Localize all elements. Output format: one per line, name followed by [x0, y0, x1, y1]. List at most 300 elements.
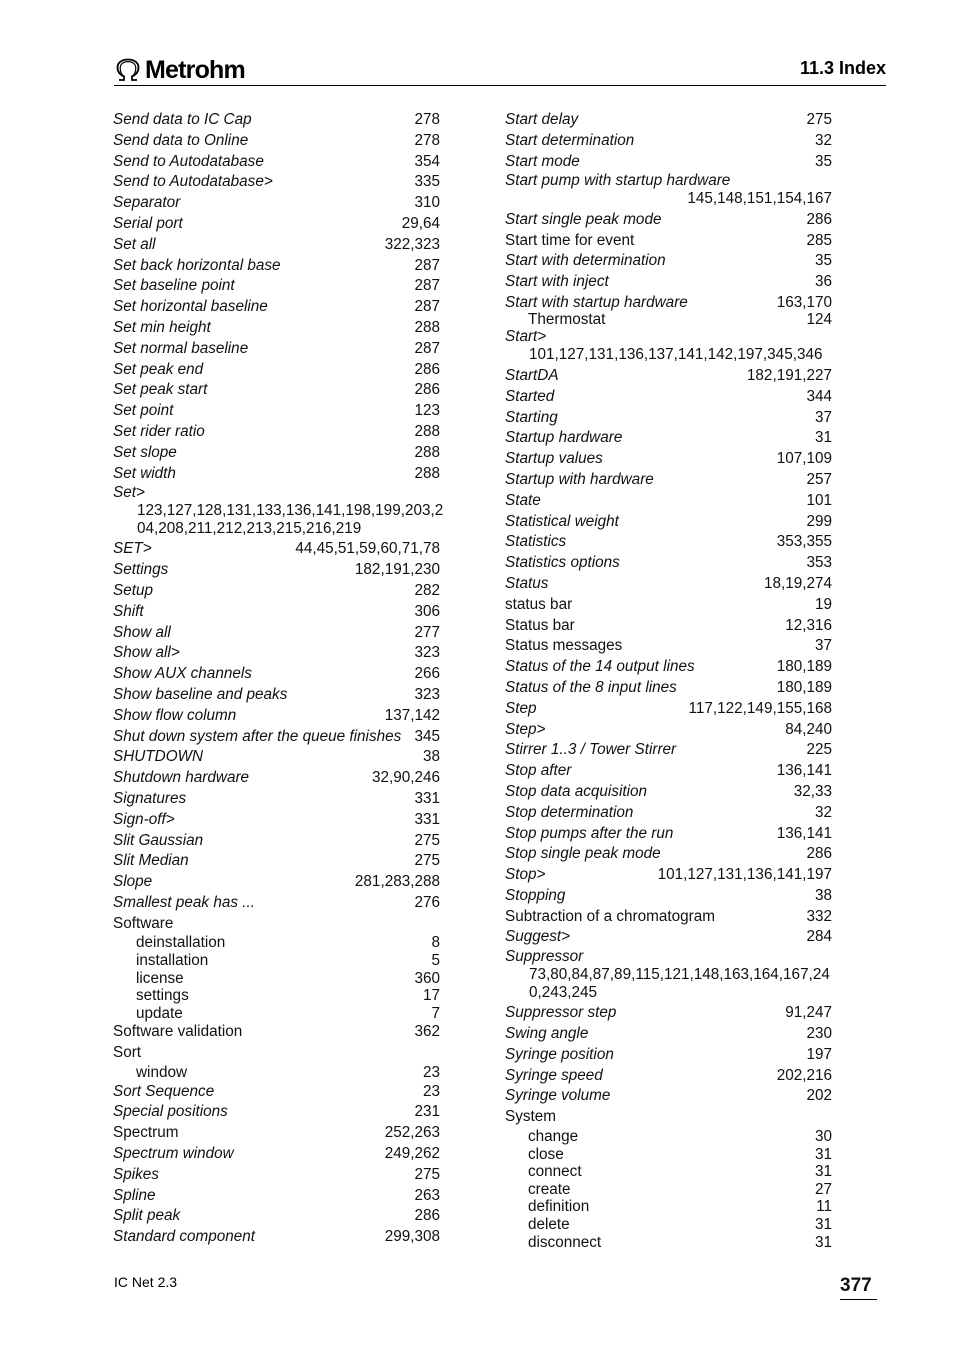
logo-text: Metrohm: [145, 55, 245, 84]
index-term: Set all: [113, 235, 156, 253]
index-entry: [113, 1186, 440, 1207]
index-term: Set back horizontal base: [113, 256, 281, 274]
index-entry: [505, 803, 832, 824]
index-term: Setup: [113, 581, 153, 599]
index-pages: 29,64: [401, 214, 440, 232]
index-entry: [505, 699, 832, 720]
index-entry: [113, 1022, 440, 1043]
index-term: Syringe volume: [505, 1087, 611, 1105]
index-subterm: license: [136, 969, 184, 987]
index-entry: [505, 532, 832, 553]
index-pages: 32: [814, 803, 832, 821]
index-term: Show baseline and peaks: [113, 685, 288, 703]
index-pages: 331: [414, 810, 440, 828]
index-entry: [113, 422, 440, 443]
page-number: 377: [840, 1275, 872, 1296]
index-entry: [113, 539, 440, 560]
index-term: Split peak: [113, 1207, 181, 1225]
index-term: Set baseline point: [113, 277, 235, 295]
index-term: Status messages: [505, 637, 623, 655]
index-pages: 306: [414, 602, 440, 620]
metrohm-logo: [114, 55, 245, 85]
index-pages: 36: [814, 273, 832, 291]
index-entry: [505, 152, 832, 173]
index-pages: 137,142: [384, 706, 440, 724]
index-pages: 344: [806, 387, 832, 405]
index-pages: 263: [414, 1186, 440, 1204]
index-entry: [113, 1227, 440, 1248]
index-subentry: [505, 1146, 832, 1164]
index-term: Separator: [113, 194, 181, 212]
index-term: Send to Autodatabase: [113, 152, 264, 170]
index-term: Suppressor: [505, 948, 584, 966]
index-subpages: 8: [431, 934, 440, 952]
index-term: Spectrum window: [113, 1145, 234, 1163]
index-term: Set peak start: [113, 381, 208, 399]
index-pages: 323: [414, 685, 440, 703]
index-entry: [113, 747, 440, 768]
index-subentry: [113, 987, 440, 1005]
index-pages: 35: [814, 152, 832, 170]
index-subpages: 17: [422, 987, 440, 1005]
index-term: Smallest peak has ...: [113, 893, 255, 911]
index-entry: [505, 616, 832, 637]
index-term: Status of the 8 input lines: [505, 678, 677, 696]
index-pages: 35: [814, 252, 832, 270]
index-pages: 38: [814, 886, 832, 904]
index-subentry: [113, 970, 440, 988]
index-entry: [505, 110, 832, 131]
index-term: State: [505, 491, 541, 509]
index-term: Spectrum: [113, 1124, 179, 1142]
index-entry: [113, 297, 440, 318]
index-subterm: update: [136, 1004, 183, 1022]
index-term: SET>: [113, 540, 152, 558]
index-pages: 163,170: [776, 294, 832, 312]
index-pages: 322,323: [384, 235, 440, 253]
index-term: Status of the 14 output lines: [505, 658, 695, 676]
index-subterm: connect: [528, 1163, 582, 1181]
index-term: Sort Sequence: [113, 1082, 215, 1100]
index-pages: 288: [414, 443, 440, 461]
index-entry: [113, 360, 440, 381]
index-entry: [113, 643, 440, 664]
index-entry: [113, 339, 440, 360]
index-pages: 18,19,274: [763, 574, 832, 592]
index-entry: [113, 256, 440, 277]
index-pages: 310: [414, 194, 440, 212]
index-pages: 299: [806, 512, 832, 530]
index-entry: [113, 914, 440, 935]
index-pages: 32: [814, 131, 832, 149]
index-entry: [113, 727, 440, 748]
index-pages: 32,33: [793, 782, 832, 800]
index-pages: 278: [414, 131, 440, 149]
index-subpages: 11: [816, 1198, 832, 1216]
index-pages: 354: [414, 152, 440, 170]
index-entry: [113, 893, 440, 914]
index-entry: [113, 706, 440, 727]
index-entry: [505, 449, 832, 470]
index-pages: 277: [414, 623, 440, 641]
index-pages: 278: [414, 111, 440, 128]
index-entry: [505, 720, 832, 741]
index-entry: [113, 1165, 440, 1186]
index-entry: [505, 574, 832, 595]
index-entry: [505, 948, 832, 1003]
index-pages: 286: [414, 1207, 440, 1225]
index-term: Start with inject: [505, 273, 609, 291]
index-entry: [113, 1082, 440, 1103]
index-pages: 252,263: [384, 1124, 440, 1142]
index-term: Settings: [113, 561, 169, 579]
index-term: Serial port: [113, 214, 183, 232]
index-term: Stop>: [505, 866, 546, 884]
index-term: Slit Gaussian: [113, 831, 204, 849]
index-entry: [113, 152, 440, 173]
index-entry: [505, 512, 832, 533]
index-entry: [505, 366, 832, 387]
index-term: Syringe speed: [505, 1066, 603, 1084]
index-term: StartDA: [505, 366, 559, 384]
index-subpages: 31: [814, 1145, 832, 1163]
index-pages: 23: [422, 1082, 440, 1100]
index-term: Set rider ratio: [113, 422, 205, 440]
index-term: Suppressor step: [505, 1004, 617, 1022]
index-term: Shutdown hardware: [113, 769, 250, 787]
index-subterm: close: [528, 1145, 564, 1163]
page-number-rule: [840, 1299, 877, 1300]
index-term: Shut down system after the queue finishes: [113, 727, 402, 745]
index-pages: 288: [414, 464, 440, 482]
index-entry: [113, 602, 440, 623]
index-entry: [113, 131, 440, 152]
index-term: Slope: [113, 873, 153, 891]
index-pages: 225: [806, 741, 832, 759]
index-entry: [505, 636, 832, 657]
index-pages: 182,191,230: [354, 561, 440, 579]
index-entry: [505, 251, 832, 272]
index-term: Spikes: [113, 1165, 159, 1183]
index-entry: [505, 824, 832, 845]
index-entry: [113, 789, 440, 810]
index-pages: 275: [414, 1165, 440, 1183]
index-pages: 202: [806, 1087, 832, 1105]
index-pages: 286: [806, 210, 832, 228]
index-subpages: 23: [422, 1064, 440, 1082]
index-entry: [505, 408, 832, 429]
index-term: Statistical weight: [505, 512, 619, 530]
index-term: Set point: [113, 402, 174, 420]
index-term: Stop after: [505, 762, 572, 780]
index-pages: 299,308: [384, 1228, 440, 1246]
index-subentry: [505, 1234, 832, 1252]
index-term: Start determination: [505, 131, 635, 149]
index-entry: [505, 428, 832, 449]
index-pages: 362: [414, 1023, 440, 1041]
index-term: Started: [505, 387, 555, 405]
index-pages: 286: [414, 381, 440, 399]
index-term: Software validation: [113, 1023, 243, 1041]
index-entry: [505, 272, 832, 293]
index-pages: 73,80,84,87,89,115,121,148,163,164,167,240,243,245: [529, 966, 830, 1001]
index-term: Set min height: [113, 318, 211, 336]
index-term: Show all: [113, 623, 171, 641]
index-subpages: 5: [431, 952, 440, 970]
index-pages: 180,189: [776, 678, 832, 696]
index-pages: 249,262: [384, 1145, 440, 1163]
header-rule: [114, 85, 886, 86]
index-subterm: settings: [136, 987, 189, 1005]
index-entry: [113, 318, 440, 339]
index-pages: 38: [422, 748, 440, 766]
index-pages: 123: [414, 402, 440, 420]
index-entry: [113, 401, 440, 422]
index-entry: [113, 276, 440, 297]
index-term: Startup with hardware: [505, 470, 654, 488]
index-pages: 91,247: [785, 1004, 832, 1022]
index-term: Startup values: [505, 450, 603, 468]
index-term: Subtraction of a chromatogram: [505, 907, 716, 925]
index-subentry: [505, 1198, 832, 1216]
index-subpages: 360: [414, 969, 440, 987]
index-pages: 284: [806, 928, 832, 946]
index-term: Sign-off>: [113, 810, 175, 828]
index-entry: [113, 623, 440, 644]
index-pages: 287: [414, 256, 440, 274]
index-pages: 287: [414, 339, 440, 357]
index-term: Start mode: [505, 152, 580, 170]
index-pages: 136,141: [776, 762, 832, 780]
index-column-right: [505, 110, 832, 1251]
index-pages: 286: [414, 360, 440, 378]
index-pages: 101,127,131,136,141,197: [657, 866, 832, 884]
index-term: Set width: [113, 464, 176, 482]
index-entry: [113, 443, 440, 464]
index-subentry: [505, 1128, 832, 1146]
index-pages: 323: [414, 644, 440, 662]
index-entry: [505, 1045, 832, 1066]
index-term: Start delay: [505, 111, 579, 128]
index-entry: [113, 110, 440, 131]
index-pages: 286: [806, 845, 832, 863]
index-entry: [505, 657, 832, 678]
index-entry: [505, 678, 832, 699]
index-term: Step>: [505, 720, 546, 738]
index-term: Show AUX channels: [113, 665, 252, 683]
index-term: Sort: [113, 1044, 142, 1062]
index-pages: 101,127,131,136,137,141,142,197,345,346: [529, 346, 823, 364]
index-subpages: 30: [814, 1128, 832, 1146]
index-subterm: disconnect: [528, 1233, 602, 1251]
index-term: Shift: [113, 602, 144, 620]
index-entry: [505, 231, 832, 252]
index-term: Send data to Online: [113, 131, 249, 149]
index-term: Stop pumps after the run: [505, 824, 674, 842]
index-entry: [505, 1024, 832, 1045]
index-subpages: 31: [814, 1233, 832, 1251]
index-entry: [113, 1102, 440, 1123]
index-term: Start with startup hardware: [505, 294, 688, 312]
index-pages: 281,283,288: [354, 873, 440, 891]
index-entry: [505, 844, 832, 865]
index-entry: [113, 214, 440, 235]
index-entry: [505, 387, 832, 408]
index-subentry: [505, 1216, 832, 1234]
index-pages: 276: [414, 893, 440, 911]
index-entry: [113, 831, 440, 852]
index-pages: 12,316: [785, 616, 832, 634]
index-entry: [113, 464, 440, 485]
index-subterm: create: [528, 1180, 571, 1198]
index-term: status bar: [505, 595, 573, 613]
index-term: Set peak end: [113, 360, 204, 378]
index-entry: [505, 293, 832, 314]
index-pages: 197: [806, 1045, 832, 1063]
index-pages: 136,141: [776, 824, 832, 842]
index-subterm: definition: [528, 1198, 590, 1216]
index-pages: 353: [806, 554, 832, 572]
index-pages: 84,240: [785, 720, 832, 738]
index-entry: [505, 210, 832, 231]
index-subterm: deinstallation: [136, 934, 226, 952]
index-term: Start pump with startup hardware: [505, 172, 731, 190]
index-entry: [113, 1043, 440, 1064]
index-pages: 202,216: [776, 1066, 832, 1084]
index-pages: 288: [414, 318, 440, 336]
index-term: Set horizontal baseline: [113, 298, 268, 316]
index-pages: 117,122,149,155,168: [688, 699, 832, 717]
index-term: Syringe position: [505, 1045, 614, 1063]
index-pages: 180,189: [776, 658, 832, 676]
index-pages: 353,355: [776, 533, 832, 551]
index-subentry: [113, 934, 440, 952]
index-entry: [505, 172, 832, 210]
index-term: Send data to IC Cap: [113, 111, 252, 128]
index-term: Suggest>: [505, 928, 571, 946]
index-pages: 182,191,227: [746, 366, 832, 384]
index-entry: [113, 664, 440, 685]
index-entry: [113, 484, 444, 539]
index-term: Spline: [113, 1186, 156, 1204]
index-subpages: 27: [814, 1180, 832, 1198]
index-subentry: [113, 1064, 440, 1082]
index-subterm: window: [136, 1064, 188, 1082]
index-pages: 288: [414, 422, 440, 440]
index-subterm: Thermostat: [528, 310, 606, 328]
index-entry: [113, 581, 440, 602]
index-term: Status bar: [505, 616, 575, 634]
index-pages: 266: [414, 665, 440, 683]
index-entry: [505, 907, 832, 928]
index-entry: [505, 761, 832, 782]
index-entry: [113, 768, 440, 789]
index-entry: [505, 927, 832, 948]
index-term: Set slope: [113, 443, 177, 461]
index-pages: 32,90,246: [371, 769, 440, 787]
index-subterm: installation: [136, 952, 209, 970]
index-entry: [113, 193, 440, 214]
index-entry: [113, 1206, 440, 1227]
index-subterm: change: [528, 1128, 579, 1146]
index-pages: 275: [806, 111, 832, 128]
index-entry: [505, 131, 832, 152]
index-term: Statistics: [505, 533, 567, 551]
index-pages: 231: [414, 1103, 440, 1121]
index-term: Signatures: [113, 789, 187, 807]
index-entry: [505, 328, 832, 366]
index-entry: [505, 491, 832, 512]
index-term: Starting: [505, 408, 558, 426]
omega-icon: [114, 58, 142, 82]
index-subentry: [505, 1181, 832, 1199]
index-entry: [505, 1086, 832, 1107]
index-entry: [113, 172, 440, 193]
index-subentry: [113, 952, 440, 970]
index-term: Stirrer 1..3 / Tower Stirrer: [505, 741, 677, 759]
index-pages: 345: [414, 727, 440, 745]
index-pages: 145,148,151,154,167: [687, 190, 832, 208]
index-term: Standard component: [113, 1228, 256, 1246]
index-pages: 331: [414, 789, 440, 807]
index-subpages: 7: [431, 1004, 440, 1022]
index-term: Stop data acquisition: [505, 782, 648, 800]
index-term: Stop single peak mode: [505, 845, 661, 863]
index-entry: [505, 470, 832, 491]
index-term: SHUTDOWN: [113, 748, 204, 766]
index-pages: 332: [806, 907, 832, 925]
index-pages: 285: [806, 231, 832, 249]
index-term: Start>: [505, 328, 547, 346]
index-pages: 107,109: [776, 450, 832, 468]
index-pages: 287: [414, 298, 440, 316]
index-subentry: [113, 1005, 440, 1023]
index-term: Start time for event: [505, 231, 635, 249]
footer-doc-title: IC Net 2.3: [114, 1274, 178, 1290]
index-pages: 275: [414, 831, 440, 849]
index-term: Statistics options: [505, 554, 620, 572]
index-entry: [113, 1123, 440, 1144]
index-entry: [505, 595, 832, 616]
index-term: System: [505, 1108, 556, 1126]
index-pages: 123,127,128,131,133,136,141,198,199,203,204,208,211,212,213,215,216,219: [137, 502, 444, 537]
index-entry: [505, 740, 832, 761]
index-subpages: 31: [814, 1163, 832, 1181]
index-term: Special positions: [113, 1103, 228, 1121]
index-term: Stop determination: [505, 803, 634, 821]
index-term: Show all>: [113, 644, 180, 662]
index-entry: [113, 1144, 440, 1165]
index-term: Slit Median: [113, 852, 189, 870]
index-subpages: 31: [814, 1216, 832, 1234]
index-entry: [505, 782, 832, 803]
index-pages: 282: [414, 581, 440, 599]
index-entry: [113, 380, 440, 401]
index-pages: 31: [814, 429, 832, 447]
index-pages: 335: [414, 173, 440, 191]
index-entry: [113, 685, 440, 706]
index-pages: 275: [414, 852, 440, 870]
index-pages: 287: [414, 277, 440, 295]
index-entry: [113, 235, 440, 256]
index-term: Swing angle: [505, 1025, 589, 1043]
index-subterm: delete: [528, 1216, 570, 1234]
index-subpages: 124: [806, 310, 832, 328]
index-subentry: [505, 1163, 832, 1181]
index-column-left: [113, 110, 444, 1248]
index-pages: 230: [806, 1025, 832, 1043]
index-term: Set>: [113, 484, 145, 502]
